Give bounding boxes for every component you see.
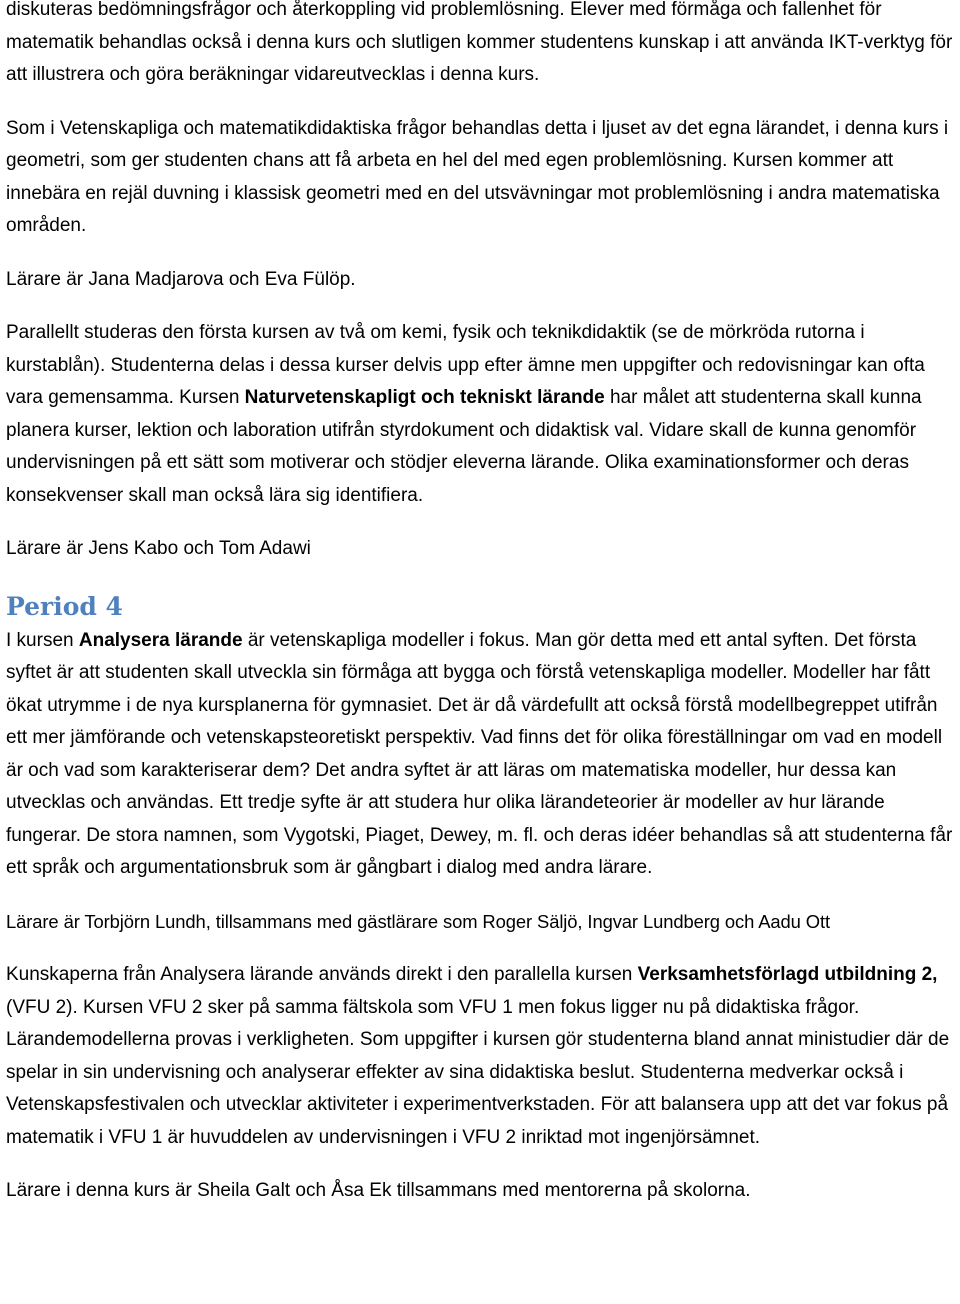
teachers-naturvetenskap-text: Lärare är Jens Kabo och Tom Adawi xyxy=(6,538,311,559)
vfu-paragraph xyxy=(6,959,958,1154)
teachers-analysera xyxy=(6,906,958,939)
course-name-naturvetenskapligt: Naturvetenskapligt och tekniskt lärande xyxy=(244,387,605,408)
period-4-text-end: är vetenskapliga modeller i fokus. Man gör detta med ett antal syften. Det första syftet är att studenten skall utveckla sin förmåga att bygga och förstå vetenskapliga modeller. Modeller har fått ökat utrymme i de nya kursplanerna för gymnasiet. Det är då värdefullt att också förstå modellbegreppet utifrån ett mer jämförande och vetenskapsteoretiskt perspektiv. Vad finns det för olika föreställningar om vad en modell är och vad som karakteriserar dem? Det andra syftet är att läras om matematiska modeller, hur dessa kan utvecklas och användas. Ett tredje syfte är att studera hur olika lärandeteorier är modeller av hur lärande fungerar. De stora namnen, som Vygotski, Piaget, Dewey, m. fl. och deras idéer behandlas så att studenterna får ett språk och argumentationsbruk som är gångbart i dialog med andra lärare. xyxy=(6,629,953,878)
teachers-analysera-text: Lärare är Torbjörn Lundh, tillsammans med gästlärare som Roger Säljö, Ingvar Lundberg och Aadu Ott xyxy=(6,910,831,932)
geometry-paragraph xyxy=(6,113,958,243)
parallel-text-start: Parallellt studeras den första kursen av två om kemi, fysik och teknikdidaktik (se de mörkröda rutorna i kurstablån). Studenterna delas i dessa kurser delvis upp efter ämne men uppgifter och redovisningar kan ofta vara gemensamma. Kursen xyxy=(6,322,925,408)
vfu-text-end: (VFU 2). Kursen VFU 2 sker på samma fältskola som VFU 1 men fokus ligger nu på didaktiska frågor. Lärandemodellerna provas i verkligheten. Som uppgifter i kursen gör studenterna bland annat ministudier där de spelar in sin undervisning och analyserar effekter av sina didaktiska beslut. Studenterna medverkar också i Vetenskapsfestivalen och utvecklar aktiviteter i experimentverkstaden. För att balansera upp att det var fokus på matematik i VFU 1 är huvuddelen av undervisningen i VFU 2 inriktad mot ingenjörsämnet. xyxy=(6,996,950,1148)
period-4-text-start: I kursen xyxy=(6,629,79,651)
course-name-vfu: Verksamhetsförlagd utbildning 2, xyxy=(637,964,938,985)
vfu-text-start: Kunskaperna från Analysera lärande används direkt i den parallella kursen xyxy=(6,964,638,985)
intro-paragraph xyxy=(6,0,958,92)
teachers-naturvetenskap xyxy=(6,533,958,566)
course-name-analysera-larande: Analysera lärande xyxy=(78,629,243,651)
document-page xyxy=(6,0,958,1208)
teachers-geometry-text: Lärare är Jana Madjarova och Eva Fülöp. xyxy=(6,268,356,290)
geometry-text: Som i Vetenskapliga och matematikdidaktiska frågor behandlas detta i ljuset av det egna lärandet, i denna kurs i geometri, som ger studenten chans att få arbeta en hel del med egen problemlösning. Kursen kommer att innebära en rejäl duvning i klassisk geometri med en del utsvävningar mot problemlösning i andra matematiska områden. xyxy=(6,117,949,236)
parallel-paragraph xyxy=(6,317,958,512)
period-4-heading: Period 4 xyxy=(6,591,123,621)
teachers-geometry xyxy=(6,264,958,297)
teachers-vfu-text: Lärare i denna kurs är Sheila Galt och Åsa Ek tillsammans med mentorerna på skolorna. xyxy=(6,1180,751,1201)
intro-text: diskuteras bedömningsfrågor och återkoppling vid problemlösning. Elever med förmåga och fallenhet för matematik behandlas också i denna kurs och slutligen kommer studentens kunskap i att använda IKT-verktyg för att illustrera och göra beräkningar vidareutvecklas i denna kurs. xyxy=(6,0,953,85)
period-4-paragraph xyxy=(6,625,958,885)
parallel-text-end: har målet att studenterna skall kunna planera kurser, lektion och laboration utifrån styrdokument och didaktisk val. Vidare skall de kunna genomför undervisningen på ett sätt som motiverar och stödjer eleverna lärande. Olika examinationsformer och deras konsekvenser skall man också lära sig identifiera. xyxy=(6,387,922,506)
teachers-vfu xyxy=(6,1175,958,1208)
